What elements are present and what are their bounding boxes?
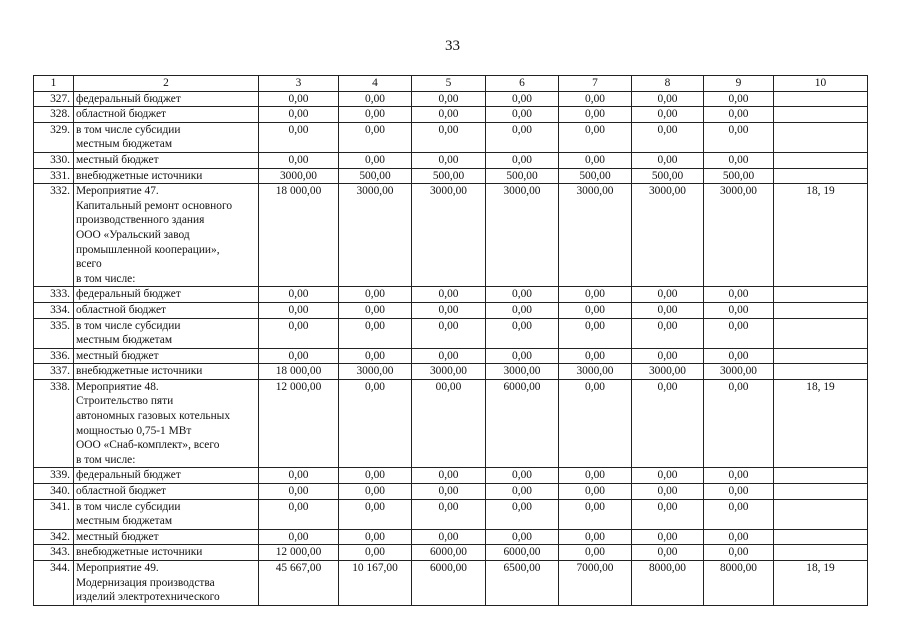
value-cell: 0,00 [559, 287, 632, 303]
value-cell: 0,00 [486, 152, 559, 168]
value-cell: 0,00 [486, 91, 559, 107]
row-number: 328. [34, 107, 74, 123]
value-cell: 45 667,00 [259, 561, 339, 606]
value-cell: 10 167,00 [339, 561, 412, 606]
table-row [34, 107, 868, 123]
indicator-ref [774, 545, 868, 561]
row-name: федеральный бюджет [74, 91, 259, 107]
value-cell: 0,00 [632, 379, 704, 468]
value-cell: 0,00 [412, 152, 486, 168]
value-cell: 0,00 [259, 107, 339, 123]
value-cell: 0,00 [486, 468, 559, 484]
indicator-ref [774, 152, 868, 168]
value-cell: 3000,00 [486, 184, 559, 287]
column-header: 10 [774, 76, 868, 92]
value-cell: 0,00 [632, 122, 704, 152]
column-header: 5 [412, 76, 486, 92]
row-name: областной бюджет [74, 302, 259, 318]
value-cell: 3000,00 [339, 364, 412, 380]
table-row [34, 287, 868, 303]
table-row [34, 529, 868, 545]
indicator-ref: 18, 19 [774, 184, 868, 287]
value-cell: 0,00 [704, 468, 774, 484]
value-cell: 0,00 [339, 545, 412, 561]
indicator-ref [774, 122, 868, 152]
column-header: 1 [34, 76, 74, 92]
value-cell: 0,00 [632, 318, 704, 348]
row-name: федеральный бюджет [74, 287, 259, 303]
value-cell: 0,00 [339, 468, 412, 484]
value-cell: 0,00 [486, 529, 559, 545]
value-cell: 7000,00 [559, 561, 632, 606]
row-name: Мероприятие 49. Модернизация производства изделий электротехнического [74, 561, 259, 606]
row-name: внебюджетные источники [74, 168, 259, 184]
value-cell: 6000,00 [412, 561, 486, 606]
value-cell: 0,00 [632, 529, 704, 545]
row-name: местный бюджет [74, 348, 259, 364]
value-cell: 0,00 [704, 499, 774, 529]
value-cell: 3000,00 [486, 364, 559, 380]
value-cell: 500,00 [632, 168, 704, 184]
value-cell: 0,00 [559, 499, 632, 529]
value-cell: 0,00 [339, 379, 412, 468]
table-row [34, 318, 868, 348]
row-number: 343. [34, 545, 74, 561]
value-cell: 3000,00 [412, 184, 486, 287]
value-cell: 0,00 [339, 348, 412, 364]
table-row [34, 184, 868, 287]
value-cell: 0,00 [559, 302, 632, 318]
value-cell: 3000,00 [704, 184, 774, 287]
indicator-ref [774, 468, 868, 484]
value-cell: 3000,00 [704, 364, 774, 380]
table-row [34, 122, 868, 152]
indicator-ref [774, 107, 868, 123]
value-cell: 0,00 [259, 484, 339, 500]
value-cell: 500,00 [412, 168, 486, 184]
value-cell: 0,00 [412, 318, 486, 348]
row-name: Мероприятие 47. Капитальный ремонт основного производственного здания ООО «Уральский завод промышленной кооперации», всего в том числе: [74, 184, 259, 287]
row-number: 337. [34, 364, 74, 380]
row-number: 330. [34, 152, 74, 168]
column-header: 3 [259, 76, 339, 92]
indicator-ref: 18, 19 [774, 379, 868, 468]
value-cell: 0,00 [704, 91, 774, 107]
row-name: федеральный бюджет [74, 468, 259, 484]
value-cell: 0,00 [412, 529, 486, 545]
value-cell: 0,00 [259, 499, 339, 529]
value-cell: 0,00 [632, 107, 704, 123]
value-cell: 0,00 [704, 529, 774, 545]
value-cell: 0,00 [412, 302, 486, 318]
indicator-ref [774, 499, 868, 529]
value-cell: 0,00 [486, 302, 559, 318]
indicator-ref [774, 168, 868, 184]
value-cell: 0,00 [412, 91, 486, 107]
row-number: 331. [34, 168, 74, 184]
value-cell: 3000,00 [559, 184, 632, 287]
row-name: внебюджетные источники [74, 364, 259, 380]
value-cell: 0,00 [412, 348, 486, 364]
header-row [34, 76, 868, 92]
value-cell: 0,00 [339, 152, 412, 168]
value-cell: 0,00 [559, 379, 632, 468]
indicator-ref: 18, 19 [774, 561, 868, 606]
table-row [34, 379, 868, 468]
value-cell: 12 000,00 [259, 545, 339, 561]
column-header: 6 [486, 76, 559, 92]
value-cell: 0,00 [486, 348, 559, 364]
column-header: 8 [632, 76, 704, 92]
value-cell: 0,00 [632, 348, 704, 364]
value-cell: 500,00 [704, 168, 774, 184]
value-cell: 3000,00 [339, 184, 412, 287]
table-row [34, 302, 868, 318]
value-cell: 0,00 [559, 348, 632, 364]
value-cell: 3000,00 [632, 364, 704, 380]
value-cell: 0,00 [704, 107, 774, 123]
row-number: 335. [34, 318, 74, 348]
table-row [34, 468, 868, 484]
value-cell: 0,00 [339, 91, 412, 107]
value-cell: 0,00 [486, 122, 559, 152]
indicator-ref [774, 91, 868, 107]
value-cell: 12 000,00 [259, 379, 339, 468]
value-cell: 3000,00 [412, 364, 486, 380]
row-number: 333. [34, 287, 74, 303]
value-cell: 00,00 [412, 379, 486, 468]
value-cell: 0,00 [259, 302, 339, 318]
value-cell: 0,00 [259, 348, 339, 364]
value-cell: 0,00 [412, 484, 486, 500]
value-cell: 0,00 [632, 484, 704, 500]
value-cell: 18 000,00 [259, 184, 339, 287]
row-number: 332. [34, 184, 74, 287]
row-number: 340. [34, 484, 74, 500]
table-row [34, 364, 868, 380]
value-cell: 3000,00 [559, 364, 632, 380]
value-cell: 0,00 [412, 287, 486, 303]
row-name: в том числе субсидии местным бюджетам [74, 318, 259, 348]
table-row [34, 91, 868, 107]
value-cell: 0,00 [704, 545, 774, 561]
value-cell: 0,00 [704, 318, 774, 348]
indicator-ref [774, 318, 868, 348]
value-cell: 0,00 [259, 152, 339, 168]
value-cell: 0,00 [559, 122, 632, 152]
value-cell: 500,00 [339, 168, 412, 184]
value-cell: 0,00 [339, 287, 412, 303]
table-row [34, 561, 868, 606]
value-cell: 3000,00 [632, 184, 704, 287]
value-cell: 0,00 [339, 122, 412, 152]
indicator-ref [774, 364, 868, 380]
table-row [34, 545, 868, 561]
value-cell: 0,00 [339, 107, 412, 123]
value-cell: 0,00 [259, 287, 339, 303]
value-cell: 0,00 [259, 91, 339, 107]
row-number: 341. [34, 499, 74, 529]
value-cell: 0,00 [632, 287, 704, 303]
value-cell: 0,00 [486, 499, 559, 529]
value-cell: 0,00 [559, 107, 632, 123]
value-cell: 3000,00 [259, 168, 339, 184]
value-cell: 0,00 [704, 484, 774, 500]
column-header: 4 [339, 76, 412, 92]
table-row [34, 484, 868, 500]
value-cell: 0,00 [559, 152, 632, 168]
table-row [34, 348, 868, 364]
value-cell: 0,00 [559, 318, 632, 348]
indicator-ref [774, 302, 868, 318]
value-cell: 0,00 [412, 122, 486, 152]
value-cell: 0,00 [704, 302, 774, 318]
row-name: в том числе субсидии местным бюджетам [74, 499, 259, 529]
row-number: 342. [34, 529, 74, 545]
table-row [34, 152, 868, 168]
value-cell: 0,00 [412, 468, 486, 484]
value-cell: 0,00 [486, 318, 559, 348]
value-cell: 0,00 [339, 302, 412, 318]
value-cell: 0,00 [559, 484, 632, 500]
row-name: областной бюджет [74, 484, 259, 500]
value-cell: 0,00 [559, 529, 632, 545]
row-name: внебюджетные источники [74, 545, 259, 561]
indicator-ref [774, 348, 868, 364]
budget-table [33, 75, 868, 606]
row-number: 344. [34, 561, 74, 606]
row-number: 327. [34, 91, 74, 107]
indicator-ref [774, 529, 868, 545]
value-cell: 0,00 [704, 122, 774, 152]
value-cell: 0,00 [704, 348, 774, 364]
value-cell: 0,00 [339, 529, 412, 545]
indicator-ref [774, 484, 868, 500]
value-cell: 0,00 [486, 287, 559, 303]
value-cell: 0,00 [486, 484, 559, 500]
value-cell: 8000,00 [632, 561, 704, 606]
value-cell: 0,00 [412, 107, 486, 123]
value-cell: 18 000,00 [259, 364, 339, 380]
row-name: областной бюджет [74, 107, 259, 123]
value-cell: 0,00 [704, 287, 774, 303]
value-cell: 0,00 [259, 468, 339, 484]
value-cell: 8000,00 [704, 561, 774, 606]
value-cell: 0,00 [632, 499, 704, 529]
value-cell: 0,00 [259, 122, 339, 152]
column-header: 9 [704, 76, 774, 92]
value-cell: 0,00 [632, 468, 704, 484]
value-cell: 0,00 [559, 545, 632, 561]
column-header: 2 [74, 76, 259, 92]
row-number: 338. [34, 379, 74, 468]
column-header: 7 [559, 76, 632, 92]
table-row [34, 168, 868, 184]
row-name: местный бюджет [74, 529, 259, 545]
row-number: 329. [34, 122, 74, 152]
value-cell: 0,00 [339, 499, 412, 529]
value-cell: 500,00 [486, 168, 559, 184]
row-number: 336. [34, 348, 74, 364]
value-cell: 0,00 [259, 318, 339, 348]
value-cell: 500,00 [559, 168, 632, 184]
value-cell: 0,00 [559, 468, 632, 484]
value-cell: 0,00 [486, 107, 559, 123]
value-cell: 0,00 [339, 318, 412, 348]
value-cell: 6000,00 [486, 379, 559, 468]
value-cell: 0,00 [339, 484, 412, 500]
row-name: местный бюджет [74, 152, 259, 168]
value-cell: 0,00 [704, 379, 774, 468]
value-cell: 0,00 [704, 152, 774, 168]
row-number: 334. [34, 302, 74, 318]
value-cell: 0,00 [632, 302, 704, 318]
row-name: Мероприятие 48. Строительство пяти автономных газовых котельных мощностью 0,75-1 МВт ООО «Снаб-комплект», всего в том числе: [74, 379, 259, 468]
value-cell: 0,00 [412, 499, 486, 529]
value-cell: 0,00 [632, 545, 704, 561]
indicator-ref [774, 287, 868, 303]
value-cell: 0,00 [259, 529, 339, 545]
page-number: 33 [445, 38, 460, 54]
value-cell: 6000,00 [486, 545, 559, 561]
row-number: 339. [34, 468, 74, 484]
value-cell: 0,00 [632, 91, 704, 107]
row-name: в том числе субсидии местным бюджетам [74, 122, 259, 152]
value-cell: 0,00 [632, 152, 704, 168]
table-row [34, 499, 868, 529]
value-cell: 6000,00 [412, 545, 486, 561]
value-cell: 6500,00 [486, 561, 559, 606]
value-cell: 0,00 [559, 91, 632, 107]
